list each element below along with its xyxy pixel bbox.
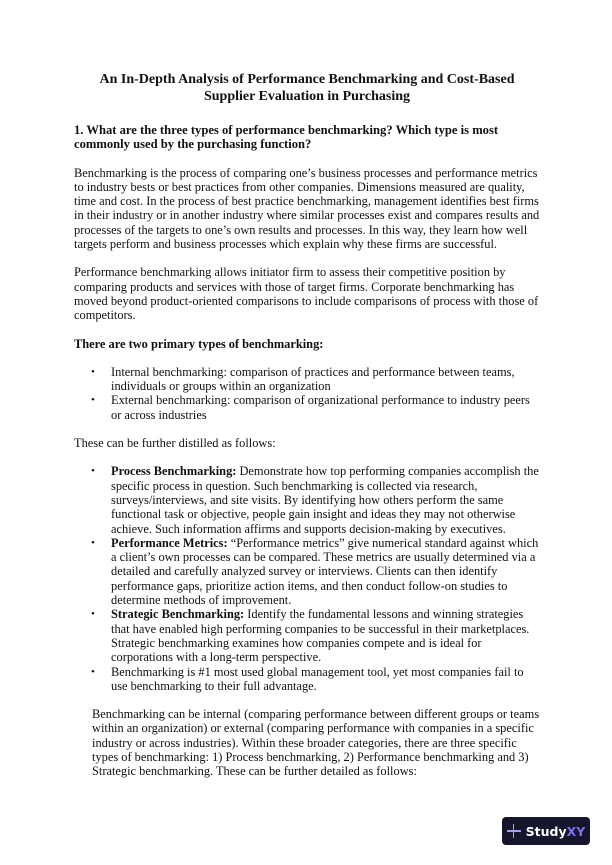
closing-paragraph: Benchmarking can be internal (comparing performance between different groups or teams within an organization) or external (comparing performance with companies in a specific industry or across industries). Within these broader categories, there are three specific types of benchmarking: 1) Process benchmarking, 2) Performance benchmarking and 3) Strategic benchmarking. These can be further detailed as follows: [92, 707, 540, 779]
studyxy-badge[interactable] [502, 817, 590, 845]
bullet-icon: • [91, 608, 95, 621]
bullet-icon: • [91, 536, 95, 549]
list-item [74, 393, 540, 422]
bullet-icon: • [91, 365, 95, 378]
list-item [74, 536, 540, 607]
bullet-icon: • [91, 394, 95, 407]
document-page [74, 72, 540, 793]
question-heading: 1. What are the three types of performance benchmarking? Which type is most commonly used by the purchasing function? [74, 123, 499, 152]
paragraph-intro: Benchmarking is the process of comparing one’s business processes and performance metrics to industry bests or best practices from other companies. Dimensions measured are quality, time and cost. In the process of best practice benchmarking, management identifies best firms in their industry or in another industry where similar processes exist and compares results and processes of the targets to one’s own results and processes. In this way, they learn how well targets perform and business processes which explain why these firms are successful. [74, 165, 540, 252]
list-item-text: Internal benchmarking: comparison of practices and performance between teams, individuals or groups within an organization [111, 364, 515, 394]
list-item-text: Demonstrate how top performing companies accomplish the specific process in question. Such benchmarking is collected via research, surveys/interviews, and site visits. By identifying how others perform the same functional task or objective, people gain insight and ideas they may not otherwise achieve. Such information affirms and supports decision-making by executives. [111, 464, 539, 536]
brand-name [526, 824, 586, 839]
list-item-label: Strategic Benchmarking: [111, 607, 245, 622]
bullet-icon: • [91, 665, 95, 678]
brand-main: Study [525, 823, 567, 839]
document-title: An In-Depth Analysis of Performance Benchmarking and Cost-Based Supplier Evaluation in Purchasing [99, 72, 515, 104]
list-item [74, 665, 540, 694]
distilled-intro: These can be further distilled as follows: [74, 436, 276, 451]
list-item-text: External benchmarking: comparison of organizational performance to industry peers or across industries [111, 393, 530, 422]
plus-icon [507, 824, 521, 838]
list-item-text: Identify the fundamental lessons and winning strategies that have enabled high performing companies to be successful in their marketplaces. Strategic benchmarking examines how companies compete and is ideal for corporations with a long-term perspective. [111, 607, 530, 665]
list-item-label: Process Benchmarking: [111, 464, 237, 479]
list-item [74, 365, 540, 394]
primary-types-list [74, 365, 540, 422]
paragraph-performance: Performance benchmarking allows initiator firm to assess their competitive position by comparing products and services with those of target firms. Corporate benchmarking has moved beyond product-oriented comparisons to include comparisons of process with those of competitors. [74, 265, 539, 323]
list-item [74, 607, 540, 664]
list-item [74, 464, 540, 535]
list-item-text: “Performance metrics” give numerical standard against which a client’s own processes can be compared. These metrics are usually determined via a detailed and carefully analyzed survey or interviews. Clients can then identify performance gaps, prioritize action items, and then conduct follow-on studies to determine methods of improvement. [111, 535, 539, 608]
list-item-label: Performance Metrics: [111, 535, 228, 550]
brand-accent: XY [566, 823, 586, 839]
list-item-text: Benchmarking is #1 most used global management tool, yet most companies fail to use benchmarking to their full advantage. [111, 664, 524, 693]
bullet-icon: • [91, 465, 95, 478]
distilled-list [74, 464, 540, 693]
subheading-primary-types: There are two primary types of benchmarking: [74, 336, 324, 351]
